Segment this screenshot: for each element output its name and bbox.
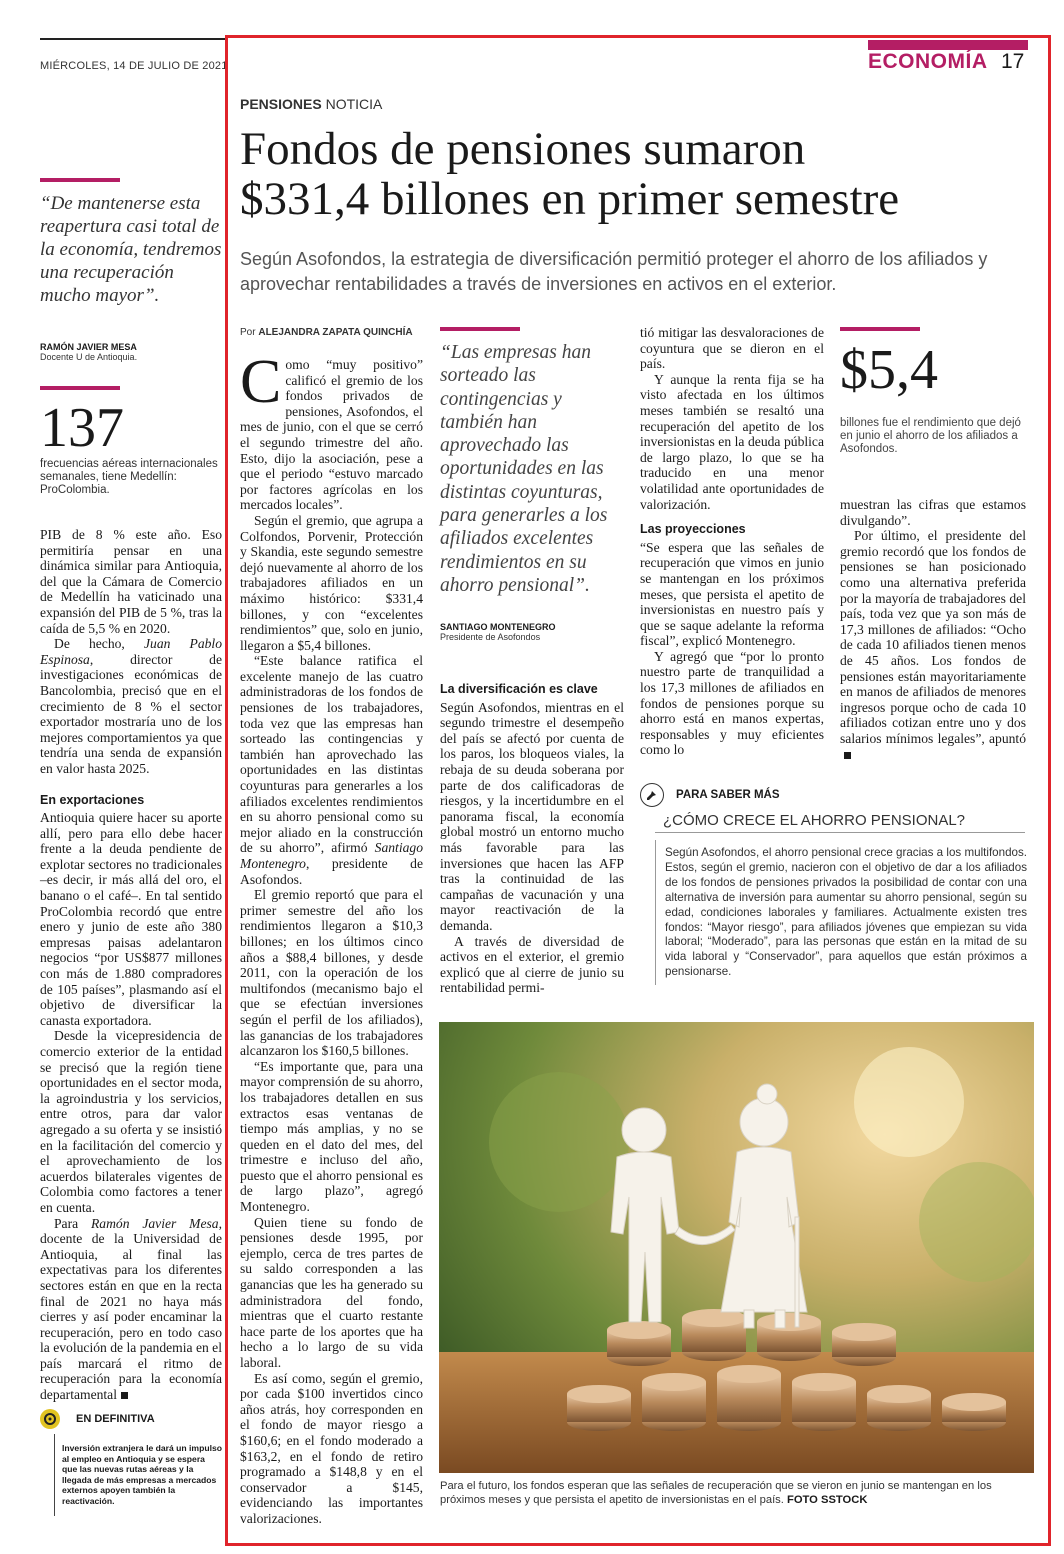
text-run: Para xyxy=(54,1215,79,1231)
paragraph: Según el gremio, que agrupa a Colfondos, Porvenir, Protección y Skandia, este segundo semestre dejó nuevamente al ahorro de los trabajadores afiliados en un máximo histórico: $331,4 billones, y con “excelentes rendimientos” que, solo en junio, llegaron a $5,4 billones. xyxy=(240,512,423,653)
sidebar-title: PARA SABER MÁS xyxy=(676,789,780,801)
section-color-bar xyxy=(868,40,1028,50)
byline-name: ALEJANDRA ZAPATA QUINCHÍA xyxy=(258,327,413,338)
box-rule xyxy=(54,1434,55,1516)
subhead: En exportaciones xyxy=(40,792,145,807)
paragraph: Y aunque la renta fija se ha visto afectada en los últimos meses también se resaltó una recuperación del apetito de los inversionistas en la deuda pública de largo plazo, lo que se ha traducido en una menor volatilidad ante oportunidades de valorización. xyxy=(640,371,824,512)
kicker-topic: PENSIONES xyxy=(240,96,322,112)
article-column-4 xyxy=(840,497,1026,762)
article-column-1 xyxy=(240,348,423,1527)
photo-credit: FOTO SSTOCK xyxy=(787,1494,868,1506)
person-name: Santiago Montenegro xyxy=(240,840,423,871)
paragraph xyxy=(840,528,1026,762)
byline xyxy=(240,327,413,338)
left-text-column xyxy=(40,527,222,1403)
left-quote-bar xyxy=(40,178,120,182)
sidebar-body: Según Asofondos, el ahorro pensional crece gracias a los multifondos. Estos, según el gremio, nacieron con el objetivo de dar a los afiliados de los fondos de pensiones privados la posibilidad de contar con una alternativa de inversión para aumentar su ahorro pensional, según su edad, condiciones laborales y familiares. Actualmente existen tres fondos: “Mayor riesgo”, para afiliados jóvenes que empiezan su vida laboral; “Moderado”, para las personas que están en la mitad de su vida laboral y “Conservador”, para aquellos que están próximos a pensionarse. xyxy=(665,846,1027,979)
sidebar-question: ¿CÓMO CRECE EL AHORRO PENSIONAL? xyxy=(663,812,966,829)
paragraph: Y agregó que “por lo pronto nuestro parte de tranquilidad a los 17,3 millones de afiliados en fondos de pensiones porque su ahorro está en manos expertas, responsables y muy eficientes como lo xyxy=(640,648,824,758)
center-pull-quote: “Las empresas han sorteado las contingencias y también han aprovechado las oportunidades en las distintas coyunturas, para generarles a los afiliados excelentes rendimientos en su ahorro pensional”. xyxy=(440,342,608,596)
paragraph: PIB de 8 % este año. Eso permitiría pensar en una dinámica similar para Antioquia, del que la Cámara de Comercio de Medellín ha vaticinado una expansión del PIB de 5 %, tras la caída de 5,5 % en 2020. xyxy=(40,527,222,636)
paragraph xyxy=(40,1216,222,1403)
text-run: De hecho, xyxy=(54,636,125,652)
box-body: Inversión extranjera le dará un impulso al empleo en Antioquia y se espera que las nuevas rutas aéreas y la llegada de más empresas a mercados externos apoyen también la reactivación. xyxy=(62,1443,222,1506)
byline-prefix: Por xyxy=(240,327,256,338)
sidebar-vertical-rule xyxy=(655,840,656,985)
subhead: Las proyecciones xyxy=(640,522,746,537)
deck: Según Asofondos, la estrategia de diversificación permitió proteger el ahorro de los afiliados y aprovechar rentabilidades a través de inversiones en activos en el exterior. xyxy=(240,249,988,294)
headline-line-2: $331,4 billones en primer semestre xyxy=(240,173,900,225)
left-pull-quote: “De mantenerse esta reapertura casi total de la economía, tendremos una recuperación mucho mayor”. xyxy=(40,193,222,306)
paragraph: “Es importante que, para una mayor comprensión de su ahorro, los trabajadores detallen en sus extractos esas ventanas de tiempo más amplias, y no se queden en el dato del mes, del trimestre e incluso del año, puesto que el ahorro pensional es de largo plazo”, agregó Montenegro. xyxy=(240,1058,423,1215)
stat-number: 137 xyxy=(40,397,124,459)
person-name: Juan Pablo Espinosa xyxy=(40,636,223,667)
text-run: Por último, el presidente del gremio recordó que los fondos de pensiones se han posicionado como una alternativa preferida por la mayoría de trabajadores del país, toda vez que ya son más de 17,3 millones de afiliados: “Ocho de cada 10 afiliados tienen menos de 45 años. Los fondos de pensiones están mayoritariamente en manos de afiliados de menores ingresos porque ocho de cada 10 afiliados cotizan entre uno y dos salarios mínimos legales”, apuntó xyxy=(840,528,1026,746)
paragraph: tió mitigar las desvaloraciones de coyuntura que se dieron en el país. xyxy=(640,325,824,372)
stat-description: frecuencias aéreas internacionales semanales, tiene Medellín: ProColombia. xyxy=(40,458,218,496)
paragraph: Desde la vicepresidencia de comercio exterior de la entidad se precisó que la región tiene oportunidades en el sector moda, la agroindustria y los servicios, entre otros, para dar valor agregado a su oferta y se insistió en la facilitación del comercio y el aprovechamiento de los acuerdos bilaterales vigentes de Colombia como factores a tener en cuenta. xyxy=(40,1028,222,1215)
top-rule xyxy=(40,38,226,40)
paragraph xyxy=(40,636,222,776)
person-name: Ramón Javier Mesa xyxy=(91,1215,219,1231)
section-name: ECONOMÍA xyxy=(868,50,988,73)
text-run: , docente de la Universidad de Antioquia, al final las expectativas para los diferentes sectores están en que en la recta final de 2021 no haya más cierres y así poder encaminar la recuperación, pero en todo caso la evolución de la pandemia en el país marcará el ritmo de recuperación para la economía departamental xyxy=(40,1215,222,1403)
box-title: EN DEFINITIVA xyxy=(76,1413,155,1425)
paragraph: El gremio reportó que para el primer semestre del año los rendimientos llegaron a $10,3 billones; en los últimos cinco años a $88,4 billones, y desde 2011, con la operación de los multifondos (mecanismo bajo el que se efectúan inversiones según el perfil de los afiliados), las ganancias de los trabajadores alcanzaron los $160,5 billones. xyxy=(240,887,423,1059)
kicker xyxy=(240,96,382,112)
drop-cap: C xyxy=(240,348,282,416)
text-run: , presidente de Asofondos. xyxy=(240,856,423,887)
kicker-type: NOTICIA xyxy=(325,96,383,112)
paragraph: A través de diversidad de activos en el exterior, el gremio explicó que al cierre de junio su rentabilidad permi- xyxy=(440,933,624,996)
paragraph xyxy=(240,653,423,887)
caption-text: Para el futuro, los fondos esperan que las señales de recuperación que se vieron en junio se mantengan en los próximos meses y que persista el apetito de inversionistas en el país. xyxy=(440,1480,992,1506)
end-mark-icon xyxy=(121,1392,128,1399)
page-number: 17 xyxy=(1001,50,1025,73)
article-photo xyxy=(439,1022,1034,1473)
center-quote-bar xyxy=(440,327,520,331)
paragraph xyxy=(240,348,423,513)
target-icon xyxy=(40,1409,60,1429)
headline xyxy=(240,124,1040,224)
paragraph: muestran las cifras que estamos divulgando”. xyxy=(840,497,1026,528)
paragraph: “Se espera que las señales de recuperación que vimos en junio se mantengan en los próximos meses, que persista el apetito de inversionistas en nuestro país y que se saque adelante la reforma fiscal”, explicó Montenegro. xyxy=(640,539,824,649)
big-figure-description: billones fue el rendimiento que dejó en junio el ahorro de los afiliados a Asofondos. xyxy=(840,417,1021,455)
article-column-3 xyxy=(640,325,824,758)
text-run: , director de investigaciones económicas de Bancolombia, precisó que en el crecimiento de 8 % el sector exportador mostraría uno de los mejores comportamientos ya que tendría una senda de expansión en valor hasta 2025. xyxy=(40,651,222,776)
text-run: “Este balance ratifica el excelente manejo de las cuatro administradoras de los fondos de pensiones de los trabajadores, toda vez que las empresas han sorteado las contingencias y también han aprovechado las oportunidades en las distintas coyunturas para generarles a los afiliados excelentes rendimientos en su ahorro pensional como su mejor aliado en la construcción de su ahorro”, afirmó xyxy=(240,653,423,856)
left-quote-role: Docente U de Antioquia. xyxy=(40,352,138,362)
center-quote-name: SANTIAGO MONTENEGRO xyxy=(440,622,556,632)
issue-date: MIÉRCOLES, 14 DE JULIO DE 2021 xyxy=(40,60,228,72)
headline-line-1: Fondos de pensiones sumaron xyxy=(240,123,806,175)
figure-bar xyxy=(840,327,920,331)
subhead: La diversificación es clave xyxy=(440,682,598,696)
paragraph: Quien tiene su fondo de pensiones desde 1995, por ejemplo, cerca de tres partes de su saldo corresponden a las ganancias que les ha generado su administradora del fondo, mientras que el cuarto restante hace parte de los aportes que ha hecho a lo largo de su vida laboral. xyxy=(240,1214,423,1370)
left-number-bar xyxy=(40,386,120,390)
paragraph: Antioquia quiere hacer su aporte allí, pero para ello debe hacer frente a la deuda pendiente de explotar sectores no tradicionales –es decir, ir más allá del oro, el banano o el café–. En tal sentido ProColombia recordó que entre enero y junio de este año 380 empresas paisas adelantaron negocios “por US$877 millones con más de 1.880 compradores de 105 países”, plasmando así el objetivo de diversificar la canasta exportadora. xyxy=(40,810,222,1028)
end-mark-icon xyxy=(844,752,851,759)
photo-caption xyxy=(440,1479,1030,1507)
text-run: omo “muy positivo” calificó el gremio de los fondos privados de pensiones, Asofondos, el mes de junio, con el que se cerró el segundo trimestre del año. Esto, dijo la asociación, pese a que el periodo “estuvo marcado por factores agrícolas en los mercados locales”. xyxy=(240,357,423,513)
center-quote-role: Presidente de Asofondos xyxy=(440,632,541,642)
paragraph: Es así como, según el gremio, por cada $100 invertidos cinco años atrás, hoy corresponden en el fondo de mayor riesgo a $160,6; en el fondo moderado a $163,2, en el fondo de retiro programado a $148,8 y en el conservador a $145, evidenciando las importantes valorizaciones. xyxy=(240,1370,423,1526)
pin-icon xyxy=(640,783,664,807)
paragraph: Según Asofondos, mientras en el segundo trimestre el desempeño del país se afectó por cuenta de los paros, los bloqueos viales, la rebaja de su deuda soberana por parte de dos calificadoras de riesgos, y la incertidumbre en el panorama fiscal, la economía global mostró un entorno mucho más favorable para las inversiones que hacen las AFP tras la continuidad de las campañas de vacunación y una mayor reactivación de la demanda. xyxy=(440,699,624,933)
left-quote-name: RAMÓN JAVIER MESA xyxy=(40,342,137,352)
sidebar-rule xyxy=(655,832,1025,833)
big-figure: $5,4 xyxy=(840,339,938,401)
article-column-2 xyxy=(440,682,624,996)
